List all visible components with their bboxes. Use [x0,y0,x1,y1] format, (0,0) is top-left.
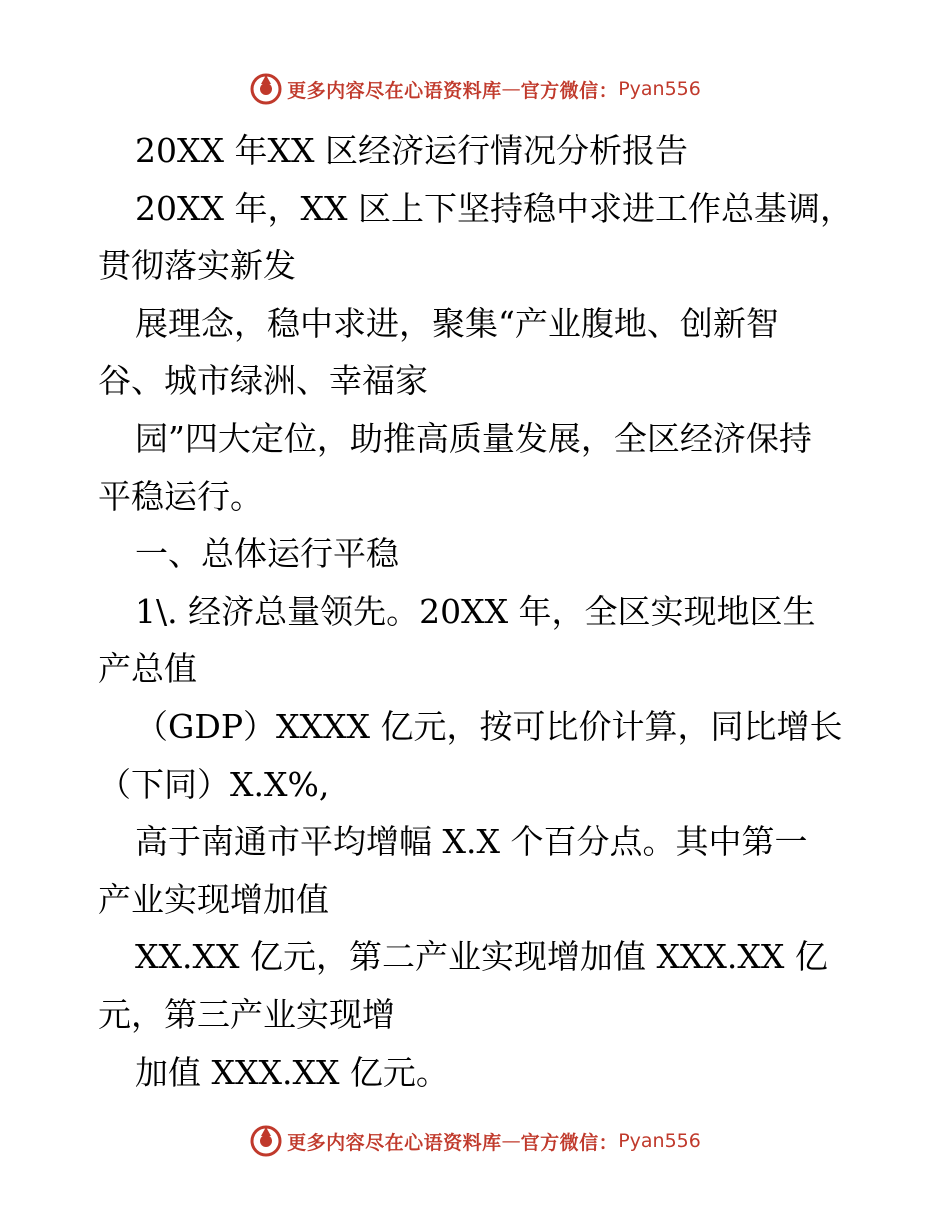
paragraph-line: 产业实现增加值 [98,879,329,919]
paragraph-line: XX.XX 亿元，第二产业实现增加值 XXX.XX 亿 [135,937,828,977]
logo-icon [249,1124,283,1158]
paragraph-line: 元，第三产业实现增 [98,994,395,1034]
paragraph-line: 平稳运行。 [98,476,263,516]
paragraph-line: （GDP）XXXX 亿元，按可比价计算，同比增长 [135,706,843,746]
watermark-official: 官方微信： [520,79,619,102]
paragraph-line: 谷、城市绿洲、幸福家 [98,361,428,401]
paragraph-line: 贯彻落实新发 [98,246,296,286]
paragraph-line: 20XX 年，XX 区上下坚持稳中求进工作总基调， [135,188,853,228]
watermark-id: Pyan556 [618,78,701,100]
document-body [98,122,868,1101]
paragraph-line: 展理念，稳中求进，聚集“产业腹地、创新智 [135,303,779,343]
watermark-text: 更多内容尽在心语资料库 [287,1131,502,1154]
watermark-text: 更多内容尽在心语资料库 [287,79,502,102]
section-heading: 一、总体运行平稳 [135,534,399,574]
watermark-official: 官方微信： [520,1131,619,1154]
header-watermark [0,72,950,106]
footer-watermark [0,1124,950,1158]
paragraph-line: 加值 XXX.XX 亿元。 [135,1052,449,1092]
logo-icon [249,72,283,106]
watermark-id: Pyan556 [618,1130,701,1152]
watermark-separator: — [501,1130,521,1152]
paragraph-line: 产总值 [98,649,197,689]
paragraph-line: （下同）X.X%, [98,764,330,804]
paragraph-line: 1\. 经济总量领先。20XX 年，全区实现地区生 [135,591,816,631]
paragraph-line: 园”四大定位，助推高质量发展，全区经济保持 [135,418,812,458]
document-title: 20XX 年XX 区经济运行情况分析报告 [135,131,688,170]
paragraph-line: 高于南通市平均增幅 X.X 个百分点。其中第一 [135,822,808,862]
watermark-separator: — [501,78,521,100]
